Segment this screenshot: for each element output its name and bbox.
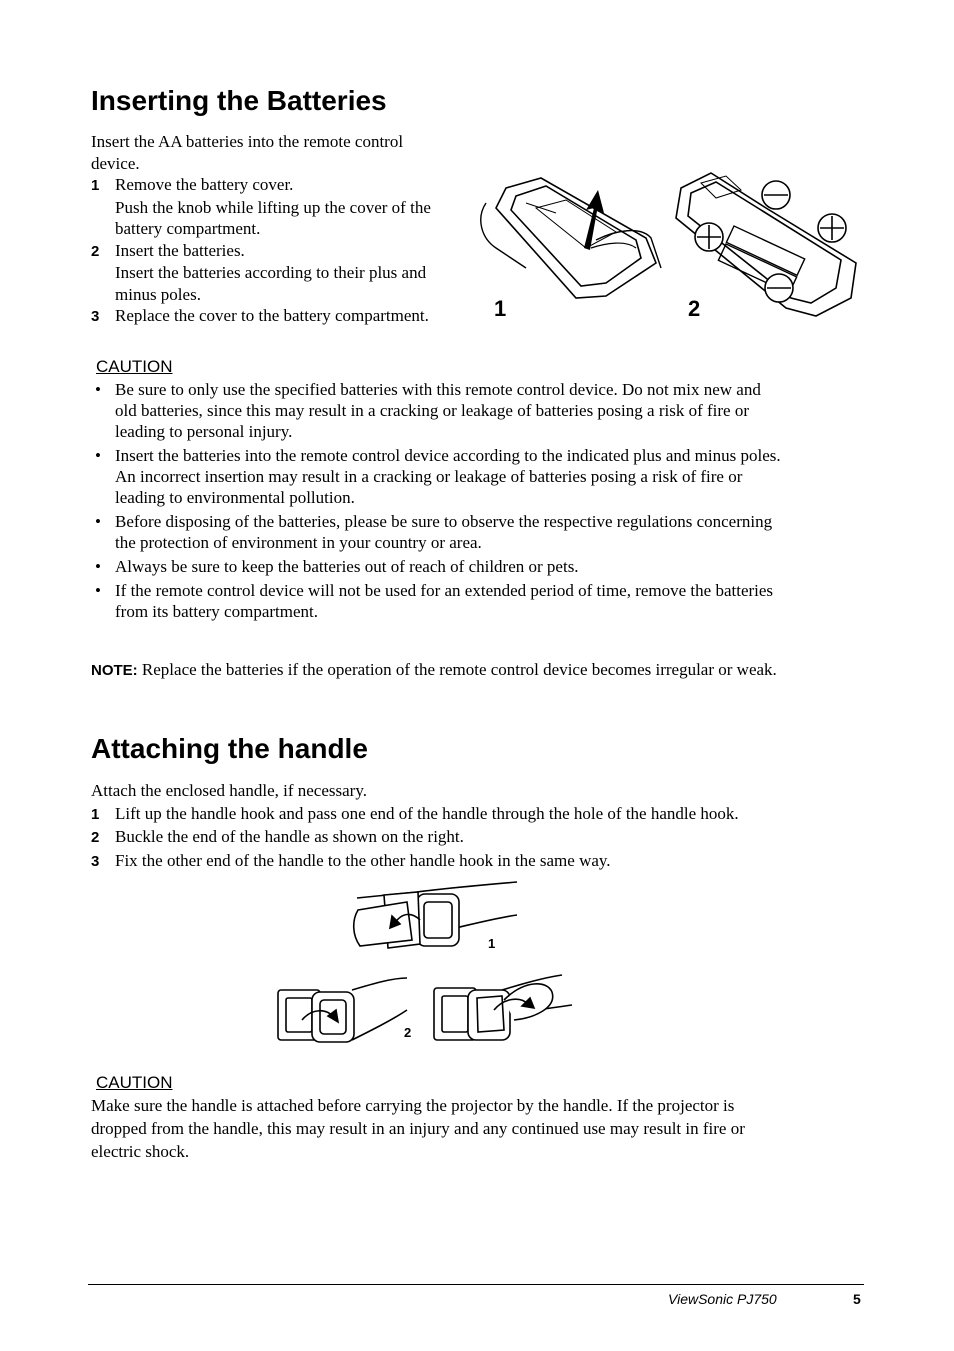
step-3: 3 Replace the cover to the battery compartment. [91, 306, 429, 325]
caution-item: • Always be sure to keep the batteries out of reach of children or pets. [95, 557, 579, 576]
minus-symbol-icon [762, 181, 790, 209]
figure-label: 2 [404, 1025, 412, 1040]
figure-label: 1 [494, 296, 507, 321]
caution-item: • Be sure to only use the specified batteries with this remote control device. Do not mix new and old batteries, since this may result in a cracking or leakage of batteries posing a risk of fire or leading to personal injury. [95, 380, 761, 441]
figure-label: 1 [488, 936, 496, 951]
minus-symbol-icon [765, 274, 793, 302]
caution-title: CAUTION [96, 357, 173, 376]
note [91, 659, 777, 682]
intro-line: Attach the enclosed handle, if necessary. [91, 781, 367, 800]
section-title-batteries: Inserting the Batteries [91, 85, 387, 116]
handle-caution-text: Make sure the handle is attached before carrying the projector by the handle. If the projector is dropped from the handle, this may result in an injury and any continued use may result in fire or electric shock. [91, 1096, 745, 1161]
plus-symbol-icon [695, 223, 723, 251]
plus-symbol-icon [818, 214, 846, 242]
step-1: 1 Remove the battery cover. [91, 175, 294, 194]
step-detail: Push the knob while lifting up the cover of the [115, 197, 431, 217]
battery-illustration [466, 168, 866, 328]
batteries-intro [91, 131, 431, 328]
note-text: Replace the batteries if the operation of the remote control device becomes irregular or weak. [137, 660, 777, 679]
figure-label: 2 [688, 296, 701, 321]
footer-brand: ViewSonic PJ750 [668, 1291, 777, 1307]
caution-item: • Insert the batteries into the remote control device according to the indicated plus and minus poles. An incorrect insertion may result in a cracking or leakage of batteries posing a risk of fire or leading to environmental pollution. [95, 446, 781, 507]
caution-title: CAUTION [96, 1073, 173, 1092]
step-2: 2 Buckle the end of the handle as shown on the right. [91, 827, 464, 846]
footer-divider [88, 1284, 864, 1285]
section-title-handle: Attaching the handle [91, 733, 368, 764]
handle-buckle-icon [278, 978, 407, 1042]
handle-illustration [272, 880, 577, 1050]
caution-item: • Before disposing of the batteries, please be sure to observe the respective regulations concerning the protection of environment in your country or area. [95, 512, 773, 552]
step-detail: battery compartment. [115, 219, 261, 238]
intro-line: device. [91, 153, 140, 173]
caution-item: • If the remote control device will not be used for an extended period of time, remove the batteries from its battery compartment. [95, 581, 774, 621]
step-2: 2 Insert the batteries. [91, 240, 245, 260]
caution-list [91, 379, 871, 625]
step-detail: minus poles. [115, 284, 201, 304]
intro-line: Insert the AA batteries into the remote control [91, 132, 404, 151]
step-1: 1 Lift up the handle hook and pass one end of the handle through the hole of the handle hook. [91, 803, 739, 823]
step-detail: Insert the batteries according to their plus and [115, 263, 427, 282]
handle-buckle-icon [434, 975, 572, 1040]
page-number: 5 [853, 1291, 861, 1307]
handle-intro [91, 780, 739, 873]
step-3: 3 Fix the other end of the handle to the other handle hook in the same way. [91, 850, 611, 870]
note-label: NOTE: [91, 662, 138, 679]
